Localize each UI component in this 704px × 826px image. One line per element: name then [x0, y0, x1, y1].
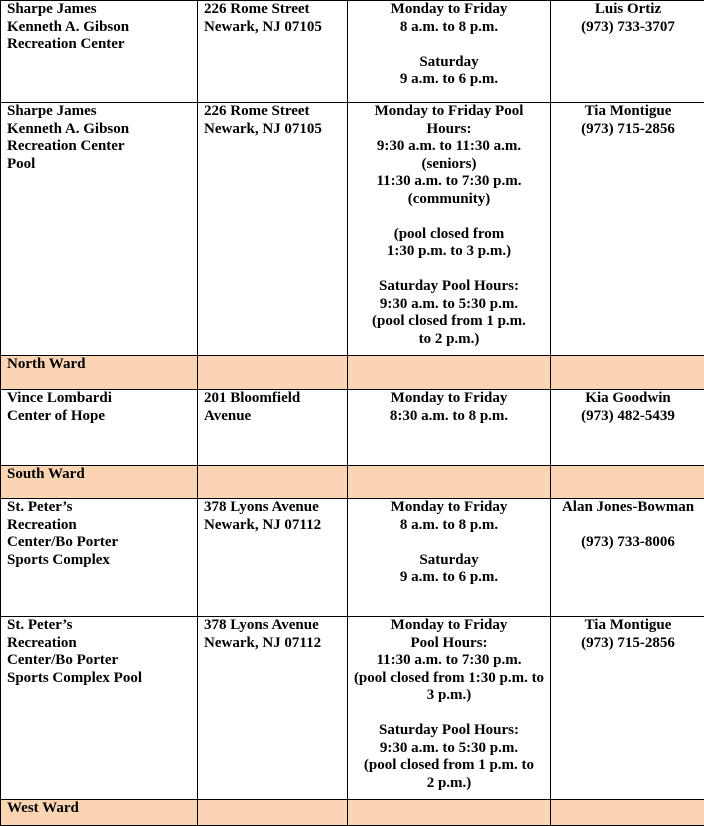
hours-line: 11:30 a.m. to 7:30 p.m. — [348, 173, 550, 191]
contact-cell — [551, 103, 704, 356]
table-row — [1, 1, 704, 103]
facility-name-line: St. Peter’s — [7, 617, 197, 635]
facility-name-line: Kenneth A. Gibson — [7, 121, 197, 139]
address-line: Newark, NJ 07112 — [204, 635, 347, 653]
contact-name: Kia Goodwin — [551, 390, 704, 408]
blank-line — [348, 261, 550, 279]
facility-name-line: Recreation Center — [7, 138, 197, 156]
ward-label: North Ward — [1, 356, 198, 390]
address-cell — [198, 1, 348, 103]
contact-phone: (973) 733-3707 — [551, 19, 704, 37]
facility-name-line: Recreation — [7, 517, 197, 535]
contact-phone: (973) 482-5439 — [551, 408, 704, 426]
hours-line: Saturday — [348, 552, 550, 570]
contact-cell — [551, 499, 704, 617]
blank-line — [348, 36, 550, 54]
hours-line: Monday to Friday — [348, 1, 550, 19]
hours-line: Monday to Friday Pool — [348, 103, 550, 121]
ward-empty-cell — [198, 466, 348, 499]
facility-name-cell — [1, 103, 198, 356]
hours-line: 3 p.m.) — [348, 687, 550, 705]
address-line: 226 Rome Street — [204, 1, 347, 19]
hours-line: 8 a.m. to 8 p.m. — [348, 19, 550, 37]
facility-name-line: Center/Bo Porter — [7, 652, 197, 670]
hours-line: (pool closed from 1 p.m. — [348, 313, 550, 331]
facility-name-line: Sports Complex Pool — [7, 670, 197, 688]
contact-name: Luis Ortiz — [551, 1, 704, 19]
hours-cell — [348, 617, 551, 800]
facility-name-line: Sports Complex — [7, 552, 197, 570]
ward-empty-cell — [198, 800, 348, 826]
facility-name-line: Recreation Center — [7, 36, 197, 54]
contact-phone: (973) 733-8006 — [551, 534, 704, 552]
ward-empty-cell — [348, 466, 551, 499]
address-line: 378 Lyons Avenue — [204, 617, 347, 635]
contact-cell — [551, 617, 704, 800]
address-line: Newark, NJ 07105 — [204, 19, 347, 37]
hours-line: Hours: — [348, 121, 550, 139]
contact-phone: (973) 715-2856 — [551, 635, 704, 653]
facility-name-cell — [1, 499, 198, 617]
hours-line: 11:30 a.m. to 7:30 p.m. — [348, 652, 550, 670]
address-cell — [198, 617, 348, 800]
hours-line: 9:30 a.m. to 5:30 p.m. — [348, 740, 550, 758]
hours-line: (community) — [348, 191, 550, 209]
hours-line: Saturday Pool Hours: — [348, 278, 550, 296]
hours-cell — [348, 103, 551, 356]
facility-name-line: Recreation — [7, 635, 197, 653]
facility-name-line: St. Peter’s — [7, 499, 197, 517]
address-line: 201 Bloomfield — [204, 390, 347, 408]
ward-empty-cell — [551, 800, 704, 826]
hours-line: (pool closed from 1 p.m. to — [348, 757, 550, 775]
contact-name: Alan Jones-Bowman — [551, 499, 704, 517]
hours-line: 9:30 a.m. to 11:30 a.m. — [348, 138, 550, 156]
hours-cell — [348, 1, 551, 103]
facility-name-line: Sharpe James — [7, 1, 197, 19]
ward-header-row — [1, 466, 704, 499]
facility-name-cell — [1, 617, 198, 800]
hours-line: to 2 p.m.) — [348, 331, 550, 349]
hours-line: 8 a.m. to 8 p.m. — [348, 517, 550, 535]
hours-line: 9 a.m. to 6 p.m. — [348, 71, 550, 89]
table-row — [1, 499, 704, 617]
facility-name-line: Center of Hope — [7, 408, 197, 426]
ward-header-row — [1, 800, 704, 826]
address-line: 378 Lyons Avenue — [204, 499, 347, 517]
hours-cell — [348, 390, 551, 466]
hours-line: 2 p.m.) — [348, 775, 550, 793]
facility-name-line: Pool — [7, 156, 197, 174]
ward-empty-cell — [348, 800, 551, 826]
address-line: Newark, NJ 07105 — [204, 121, 347, 139]
contact-cell — [551, 1, 704, 103]
facility-name-line: Center/Bo Porter — [7, 534, 197, 552]
hours-line: (pool closed from 1:30 p.m. to — [348, 670, 550, 688]
table-row — [1, 103, 704, 356]
address-line: Newark, NJ 07112 — [204, 517, 347, 535]
ward-empty-cell — [348, 356, 551, 390]
facility-name-cell — [1, 390, 198, 466]
blank-line — [348, 705, 550, 723]
hours-line: Monday to Friday — [348, 499, 550, 517]
contact-cell — [551, 390, 704, 466]
contact-phone: (973) 715-2856 — [551, 121, 704, 139]
facility-name-cell — [1, 1, 198, 103]
table-row — [1, 390, 704, 466]
hours-line: 8:30 a.m. to 8 p.m. — [348, 408, 550, 426]
table-row — [1, 617, 704, 800]
ward-empty-cell — [551, 466, 704, 499]
ward-label: South Ward — [1, 466, 198, 499]
contact-name: Tia Montigue — [551, 103, 704, 121]
blank-line — [348, 208, 550, 226]
contact-name: Tia Montigue — [551, 617, 704, 635]
blank-line — [348, 534, 550, 552]
hours-line: 1:30 p.m. to 3 p.m.) — [348, 243, 550, 261]
address-cell — [198, 499, 348, 617]
address-line: 226 Rome Street — [204, 103, 347, 121]
ward-label: West Ward — [1, 800, 198, 826]
ward-empty-cell — [551, 356, 704, 390]
hours-line: 9 a.m. to 6 p.m. — [348, 569, 550, 587]
address-line: Avenue — [204, 408, 347, 426]
hours-cell — [348, 499, 551, 617]
facility-name-line: Kenneth A. Gibson — [7, 19, 197, 37]
facility-name-line: Vince Lombardi — [7, 390, 197, 408]
hours-line: 9:30 a.m. to 5:30 p.m. — [348, 296, 550, 314]
address-cell — [198, 390, 348, 466]
hours-line: Monday to Friday — [348, 390, 550, 408]
hours-line: Pool Hours: — [348, 635, 550, 653]
ward-empty-cell — [198, 356, 348, 390]
hours-line: Saturday Pool Hours: — [348, 722, 550, 740]
facility-name-line: Sharpe James — [7, 103, 197, 121]
hours-line: (seniors) — [348, 156, 550, 174]
ward-header-row — [1, 356, 704, 390]
hours-line: (pool closed from — [348, 226, 550, 244]
address-cell — [198, 103, 348, 356]
blank-line — [551, 517, 704, 535]
hours-line: Saturday — [348, 54, 550, 72]
hours-line: Monday to Friday — [348, 617, 550, 635]
